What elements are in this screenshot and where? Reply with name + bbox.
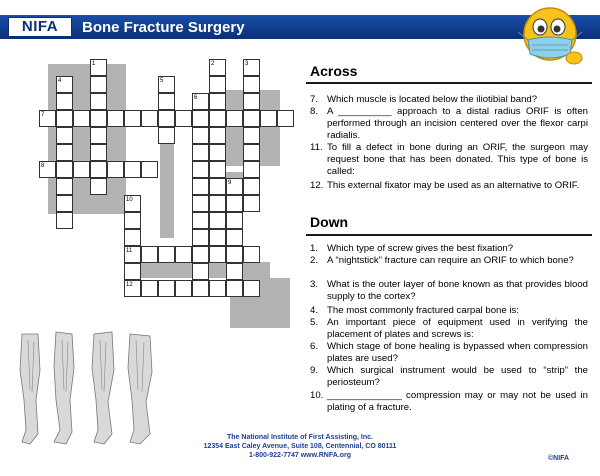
crossword-cell[interactable]: [90, 76, 107, 93]
crossword-cell[interactable]: [158, 127, 175, 144]
crossword-cell[interactable]: [56, 127, 73, 144]
crossword-cell-numbered[interactable]: [39, 161, 56, 178]
down-clue: 10. ______________ compression may or may not be used in plating of a fracture.: [310, 390, 588, 413]
down-clue: 9. Which surgical instrument would be used to “strip” the periosteum?: [310, 365, 588, 388]
crossword-cell[interactable]: [277, 110, 294, 127]
leg-muscle-illustration: [16, 330, 168, 450]
crossword-grid: [0, 0, 300, 330]
crossword-cell[interactable]: [158, 110, 175, 127]
cell-number: 4: [58, 78, 62, 84]
crossword-cell-numbered[interactable]: [226, 178, 243, 195]
crossword-cell[interactable]: [192, 263, 209, 280]
crossword-cell[interactable]: [243, 161, 260, 178]
crossword-cell[interactable]: [56, 110, 73, 127]
crossword-cell-numbered[interactable]: [158, 76, 175, 93]
down-clue: 6. Which stage of bone healing is bypassed when compression plates are used?: [310, 341, 588, 364]
crossword-cell[interactable]: [243, 127, 260, 144]
down-clue: 3. What is the outer layer of bone known as that provides blood supply to the cortex?: [310, 279, 588, 302]
across-divider: [306, 82, 592, 84]
crossword-cell[interactable]: [107, 161, 124, 178]
crossword-cell[interactable]: [90, 178, 107, 195]
crossword-cell[interactable]: [192, 127, 209, 144]
crossword-cell-numbered[interactable]: [124, 246, 141, 263]
crossword-cell[interactable]: [56, 212, 73, 229]
crossword-cell[interactable]: [209, 178, 226, 195]
crossword-cell[interactable]: [124, 110, 141, 127]
crossword-cell[interactable]: [209, 127, 226, 144]
cell-number: 7: [41, 112, 45, 118]
crossword-cell[interactable]: [192, 161, 209, 178]
crossword-cell[interactable]: [209, 212, 226, 229]
crossword-cell[interactable]: [175, 246, 192, 263]
footer-address: 12354 East Caley Avenue, Suite 108, Centennial, CO 80111: [203, 443, 397, 450]
crossword-cell[interactable]: [243, 93, 260, 110]
cell-number: 12: [126, 282, 133, 288]
cell-number: 11: [126, 248, 133, 254]
copyright: ©NIFA: [548, 455, 570, 462]
crossword-cell[interactable]: [226, 110, 243, 127]
crossword-cell[interactable]: [243, 76, 260, 93]
crossword-cell[interactable]: [175, 110, 192, 127]
down-clue: 4. The most commonly fractured carpal bone is:: [310, 305, 519, 316]
down-heading: Down: [310, 214, 349, 230]
crossword-cell[interactable]: [226, 280, 243, 297]
crossword-cell[interactable]: [209, 161, 226, 178]
crossword-cell[interactable]: [226, 229, 243, 246]
footer-org: The National Institute of First Assisting, Inc.: [227, 434, 373, 441]
down-clue: 1. Which type of screw gives the best fixation?: [310, 243, 514, 254]
page-title: Bone Fracture Surgery: [82, 19, 245, 36]
crossword-cell[interactable]: [209, 229, 226, 246]
across-clue: 7. Which muscle is located below the iliotibial band?: [310, 94, 538, 105]
crossword-cell[interactable]: [192, 195, 209, 212]
crossword-cell[interactable]: [158, 246, 175, 263]
crossword-cell[interactable]: [158, 280, 175, 297]
crossword-cell[interactable]: [243, 110, 260, 127]
crossword-cell[interactable]: [56, 93, 73, 110]
crossword-cell[interactable]: [192, 144, 209, 161]
nifa-logo: NIFA: [8, 17, 72, 37]
crossword-cell[interactable]: [141, 246, 158, 263]
crossword-cell[interactable]: [192, 246, 209, 263]
crossword-cell[interactable]: [90, 144, 107, 161]
footer-contact: 1-800-922-7747 www.RNFA.org: [248, 452, 352, 459]
crossword-cell[interactable]: [243, 195, 260, 212]
crossword-cell[interactable]: [226, 195, 243, 212]
crossword-cell[interactable]: [90, 93, 107, 110]
across-clue: 8. A __________ approach to a distal radius ORIF is often performed through an incision centered over the flexor carpi radialis.: [310, 106, 588, 141]
down-clue: 2. A “nightstick” fracture can require an ORIF to which bone?: [310, 255, 574, 266]
crossword-cell-numbered[interactable]: [243, 59, 260, 76]
across-clue: 12. This external fixator may be used as an alternative to ORIF.: [310, 180, 580, 191]
crossword-cell-numbered[interactable]: [56, 76, 73, 93]
crossword-cell[interactable]: [243, 280, 260, 297]
crossword-cell[interactable]: [124, 263, 141, 280]
crossword-cell[interactable]: [243, 246, 260, 263]
cell-number: 1: [92, 61, 96, 67]
cell-number: 2: [211, 61, 215, 67]
crossword-cell[interactable]: [226, 212, 243, 229]
crossword-cell[interactable]: [209, 93, 226, 110]
crossword-cell[interactable]: [209, 76, 226, 93]
crossword-cell[interactable]: [209, 110, 226, 127]
crossword-cell-numbered[interactable]: [192, 93, 209, 110]
crossword-cell[interactable]: [90, 110, 107, 127]
crossword-cell[interactable]: [73, 161, 90, 178]
footer: [150, 433, 450, 460]
crossword-cell-numbered[interactable]: [90, 59, 107, 76]
crossword-cell[interactable]: [73, 110, 90, 127]
crossword-cell[interactable]: [141, 110, 158, 127]
cell-number: 3: [245, 61, 249, 67]
cell-number: 6: [194, 95, 198, 101]
crossword-cell[interactable]: [175, 280, 192, 297]
across-clue: 11. To fill a defect in bone during an ORIF, the surgeon may request bone that has been donated. This type of bone is called:: [310, 142, 588, 177]
crossword-cell[interactable]: [124, 212, 141, 229]
crossword-cell[interactable]: [56, 144, 73, 161]
crossword-cell[interactable]: [192, 178, 209, 195]
down-divider: [306, 234, 592, 236]
cell-number: 5: [160, 78, 164, 84]
crossword-cell[interactable]: [141, 161, 158, 178]
crossword-cell[interactable]: [124, 161, 141, 178]
crossword-cell[interactable]: [90, 127, 107, 144]
crossword-cell[interactable]: [192, 212, 209, 229]
crossword-cell[interactable]: [124, 229, 141, 246]
crossword-cell-numbered[interactable]: [124, 195, 141, 212]
crossword-cell[interactable]: [192, 229, 209, 246]
crossword-cell[interactable]: [209, 144, 226, 161]
crossword-cell[interactable]: [56, 161, 73, 178]
cell-number: 10: [126, 197, 133, 203]
crossword-cell[interactable]: [56, 195, 73, 212]
crossword-cell[interactable]: [209, 195, 226, 212]
crossword-cell[interactable]: [107, 110, 124, 127]
crossword-cell[interactable]: [90, 161, 107, 178]
crossword-cell-numbered[interactable]: [124, 280, 141, 297]
crossword-cell[interactable]: [226, 246, 243, 263]
cell-number: 8: [41, 163, 45, 169]
crossword-cell-numbered[interactable]: [39, 110, 56, 127]
crossword-cell[interactable]: [56, 178, 73, 195]
crossword-cell[interactable]: [192, 110, 209, 127]
crossword-cell[interactable]: [226, 263, 243, 280]
across-heading: Across: [310, 63, 358, 79]
crossword-cell[interactable]: [243, 144, 260, 161]
crossword-cell[interactable]: [209, 280, 226, 297]
cell-number: 9: [228, 180, 232, 186]
crossword-cell[interactable]: [158, 93, 175, 110]
crossword-cell[interactable]: [141, 280, 158, 297]
masked-smiley-icon: [508, 0, 592, 70]
crossword-cell[interactable]: [192, 280, 209, 297]
crossword-cell[interactable]: [260, 110, 277, 127]
crossword-cell-numbered[interactable]: [209, 59, 226, 76]
crossword-cell[interactable]: [209, 246, 226, 263]
crossword-cell[interactable]: [243, 178, 260, 195]
down-clue: 5. An important piece of equipment used in verifying the placement of plates and screws is:: [310, 317, 588, 340]
